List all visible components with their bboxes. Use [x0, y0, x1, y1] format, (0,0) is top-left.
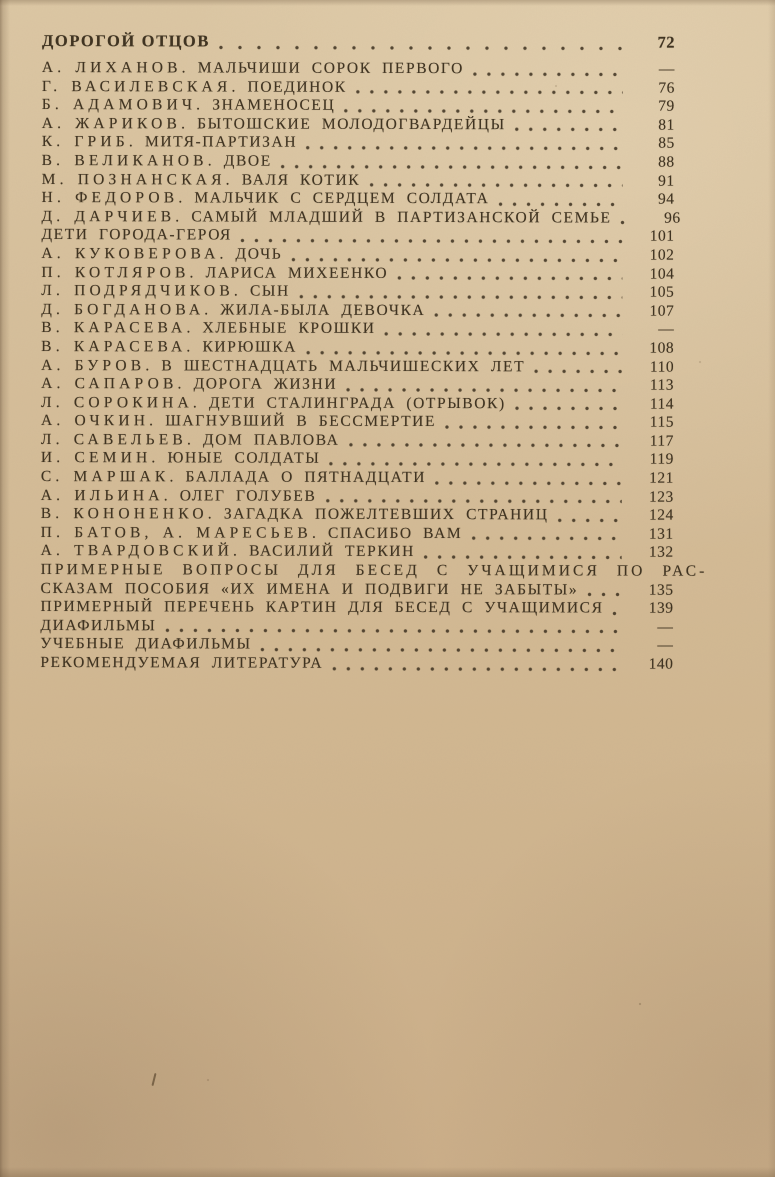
dot-leader — [306, 146, 623, 151]
page-number: 85 — [658, 134, 675, 153]
toc-entry-row — [42, 152, 675, 172]
toc-entry-row — [41, 245, 674, 265]
entry-title: СПАСИБО ВАМ — [328, 524, 463, 542]
dot-leader — [281, 164, 623, 169]
page-number: 105 — [649, 283, 675, 301]
entry-title: ЖИЛА-БЫЛА ДЕВОЧКА — [220, 301, 426, 319]
dot-leader — [587, 593, 621, 597]
toc-entry-row — [41, 449, 674, 469]
toc-entry-row — [40, 561, 708, 581]
toc-entry-row — [41, 375, 674, 395]
entry-author: С. МАРШАК. — [40, 468, 178, 486]
page-number: 113 — [649, 376, 675, 394]
page-number: 76 — [658, 79, 675, 97]
toc-entry-row — [41, 319, 674, 339]
toc-entry-row — [41, 264, 674, 284]
entry-title: МАЛЬЧИШИ СОРОК ПЕРВОГО — [197, 59, 464, 78]
dot-leader — [445, 425, 622, 429]
toc-entry-row — [41, 226, 674, 246]
dot-leader — [332, 666, 621, 671]
dot-leader — [346, 387, 622, 392]
page-number: 104 — [649, 265, 675, 283]
dot-leader — [348, 443, 621, 448]
entry-title: ЛАРИСА МИХЕЕНКО — [205, 263, 389, 282]
toc-header-row — [42, 30, 675, 54]
page-number: 110 — [649, 358, 675, 376]
dot-leader — [291, 257, 622, 262]
toc-entry-row — [41, 468, 674, 488]
entry-title: ПОЕДИНОК — [247, 78, 347, 96]
entry-title: ХЛЕБНЫЕ КРОШКИ — [202, 319, 376, 338]
entry-author: А. ТВАРДОВСКИЙ. — [40, 542, 242, 560]
entry-title: В ШЕСТНАДЦАТЬ МАЛЬЧИШЕСКИХ ЛЕТ — [161, 356, 526, 375]
entry-author: И. СЕМИН. — [40, 449, 160, 467]
dot-leader — [306, 350, 622, 355]
toc-entry-row — [41, 580, 674, 600]
page-number: 135 — [648, 581, 674, 599]
toc-entry-row — [40, 598, 673, 618]
entry-author: К. ГРИБ. — [41, 133, 137, 151]
toc-entry-row — [42, 189, 675, 209]
page-number: 139 — [648, 599, 674, 617]
entry-title: ЮНЫЕ СОЛДАТЫ — [167, 449, 321, 468]
dot-leader — [434, 313, 622, 317]
entry-author: А. БУРОВ. — [41, 356, 154, 374]
dot-leader — [165, 629, 621, 634]
dot-leader — [219, 45, 623, 50]
toc-entry-row — [42, 78, 675, 98]
entry-author: Д. ДАРЧИЕВ. — [41, 207, 184, 226]
entry-author: В. КАРАСЕВА. — [41, 337, 195, 356]
entry-title: ВАЛЯ КОТИК — [241, 171, 361, 189]
toc-entry-row — [40, 635, 673, 655]
entry-title: УЧЕБНЫЕ ДИАФИЛЬМЫ — [40, 635, 252, 653]
entry-title: ДЕТИ СТАЛИНГРАДА (ОТРЫВОК) — [209, 394, 506, 412]
entry-author: Л. САВЕЛЬЕВ. — [40, 430, 196, 449]
page-number: — — [657, 618, 674, 636]
toc-entry-row — [41, 356, 674, 376]
entry-author: П. БАТОВ, А. МАРЕСЬЕВ. — [40, 523, 321, 542]
page-number: 101 — [649, 227, 675, 246]
toc-entry-row — [41, 412, 674, 432]
toc-entries — [40, 58, 708, 674]
entry-author: Л. ПОДРЯДЧИКОВ. — [41, 282, 242, 300]
toc-entry-row — [41, 207, 681, 228]
table-of-contents — [40, 30, 708, 674]
dot-leader — [515, 128, 623, 132]
entry-title: ЗНАМЕНОСЕЦ — [212, 96, 336, 114]
page-number: 81 — [658, 116, 675, 134]
entry-title: ДВОЕ — [223, 152, 272, 170]
dot-leader — [329, 462, 622, 467]
toc-entry-row — [42, 115, 675, 135]
entry-title: СКАЗАМ ПОСОБИЯ «ИХ ИМЕНА И ПОДВИГИ НЕ ЗАБЫТЫ» — [40, 579, 579, 599]
entry-author: Б. АДАМОВИЧ. — [41, 96, 205, 114]
page-number: 72 — [657, 32, 675, 52]
dot-leader — [534, 369, 622, 373]
entry-title: ДЕТИ ГОРОДА-ГЕРОЯ — [41, 226, 232, 244]
page-number: 132 — [648, 544, 674, 562]
page-number: — — [657, 637, 674, 655]
toc-entry-row — [41, 282, 674, 302]
page-number: 91 — [658, 172, 675, 190]
entry-title: РЕКОМЕНДУЕМАЯ ЛИТЕРАТУРА — [40, 653, 324, 672]
toc-entry-row — [42, 96, 675, 116]
entry-author: П. КОТЛЯРОВ. — [41, 263, 198, 281]
page-number: 108 — [649, 339, 675, 357]
entry-title: САМЫЙ МЛАДШИЙ В ПАРТИЗАНСКОЙ СЕМЬЕ — [191, 208, 612, 227]
page-number: 96 — [664, 209, 681, 227]
entry-title: ЗАГАДКА ПОЖЕЛТЕВШИХ СТРАНИЦ — [223, 505, 549, 524]
entry-author: А. ЖАРИКОВ. — [41, 114, 190, 133]
dot-leader — [498, 202, 622, 206]
toc-entry-row — [41, 524, 674, 544]
entry-author: А. ЛИХАНОВ. — [41, 58, 190, 77]
dot-leader — [356, 90, 623, 95]
dot-leader — [424, 555, 622, 560]
entry-title: БЫТОШСКИЕ МОЛОДОГВАРДЕЙЦЫ — [197, 115, 506, 133]
entry-title: ОЛЕГ ГОЛУБЕВ — [179, 487, 317, 505]
entry-author: В. ВЕЛИКАНОВ. — [41, 151, 216, 170]
page-number: — — [658, 320, 675, 338]
dot-leader — [435, 481, 622, 485]
page-number: 107 — [649, 302, 675, 320]
page-number: 124 — [648, 506, 674, 524]
toc-entry-row — [40, 617, 673, 637]
entry-title: ДИАФИЛЬМЫ — [40, 616, 157, 635]
dot-leader — [471, 537, 621, 541]
entry-author: Г. ВАСИЛЕВСКАЯ. — [41, 77, 240, 96]
toc-entry-row — [41, 301, 674, 321]
entry-author: А. САПАРОВ. — [41, 375, 186, 393]
entry-author: А. ОЧКИН. — [40, 412, 158, 430]
entry-author: А. КУКОВЕРОВА. — [41, 244, 228, 263]
entry-title: КИРЮШКА — [202, 338, 297, 356]
entry-title: ДОРОГА ЖИЗНИ — [193, 375, 338, 393]
entry-title: ДОЧЬ — [235, 245, 283, 263]
toc-entry-row — [41, 338, 674, 358]
toc-entry-row — [41, 487, 674, 507]
page-number: 123 — [649, 488, 674, 506]
page-number: 140 — [648, 655, 674, 673]
page-number: 117 — [649, 432, 674, 450]
entry-title: ДОМ ПАВЛОВА — [203, 431, 340, 449]
entry-title: МАЛЬЧИК С СЕРДЦЕМ СОЛДАТА — [194, 189, 490, 208]
entry-author: М. ПОЗНАНСКАЯ. — [41, 170, 234, 189]
toc-entry-row — [41, 505, 674, 525]
dot-leader — [369, 183, 622, 188]
entry-author: Н. ФЕДОРОВ. — [41, 189, 187, 207]
entry-title: ШАГНУВШИЙ В БЕССМЕРТИЕ — [165, 412, 437, 431]
toc-entry-row — [41, 394, 674, 414]
toc-entry-row — [42, 171, 675, 191]
entry-author: А. ИЛЬИНА. — [40, 486, 172, 504]
dot-leader — [515, 407, 622, 411]
page-number: 119 — [649, 451, 674, 469]
page-number: 94 — [658, 190, 675, 208]
page-number: 131 — [648, 525, 674, 543]
entry-title: ПРИМЕРНЫЙ ПЕРЕЧЕНЬ КАРТИН ДЛЯ БЕСЕД С УЧАЩИМИСЯ — [40, 598, 604, 617]
dot-leader — [473, 72, 623, 76]
dot-leader — [299, 294, 623, 299]
dot-leader — [261, 648, 622, 653]
dot-leader — [344, 109, 623, 114]
page-number: 102 — [649, 246, 675, 264]
entry-author: Д. БОГДАНОВА. — [41, 300, 213, 319]
entry-author: В. КОНОНЕНКО. — [40, 505, 216, 523]
toc-entry-row — [41, 431, 674, 451]
entry-title: МИТЯ-ПАРТИЗАН — [144, 133, 298, 152]
entry-title: БАЛЛАДА О ПЯТНАДЦАТИ — [185, 468, 427, 487]
dot-leader — [557, 518, 621, 522]
page-number: 114 — [649, 395, 675, 413]
toc-entry-row — [41, 542, 674, 562]
page-number: — — [658, 60, 675, 78]
page-number: 115 — [649, 413, 674, 431]
page-number: 121 — [649, 469, 674, 487]
entry-title: ВАСИЛИЙ ТЕРКИН — [249, 542, 415, 561]
dot-leader — [613, 611, 622, 615]
dot-leader — [385, 332, 623, 337]
toc-entry-row — [40, 654, 673, 674]
entry-title: ПРИМЕРНЫЕ ВОПРОСЫ ДЛЯ БЕСЕД С УЧАЩИМИСЯ ПО РАС- — [40, 561, 708, 580]
toc-entry-row — [42, 59, 675, 79]
dot-leader — [621, 221, 629, 225]
dot-leader — [397, 276, 622, 281]
page-number: 79 — [658, 97, 675, 115]
entry-author: В. КАРАСЕВА. — [41, 319, 195, 337]
entry-author: Л. СОРОКИНА. — [41, 393, 202, 412]
page-number: 88 — [658, 153, 675, 171]
pen-mark — [151, 1073, 156, 1086]
toc-entry-row — [42, 133, 675, 153]
dot-leader — [241, 238, 623, 243]
dot-leader — [325, 499, 621, 504]
entry-title: СЫН — [249, 282, 290, 300]
toc-header-title: ДОРОГОЙ ОТЦОВ — [41, 30, 210, 51]
